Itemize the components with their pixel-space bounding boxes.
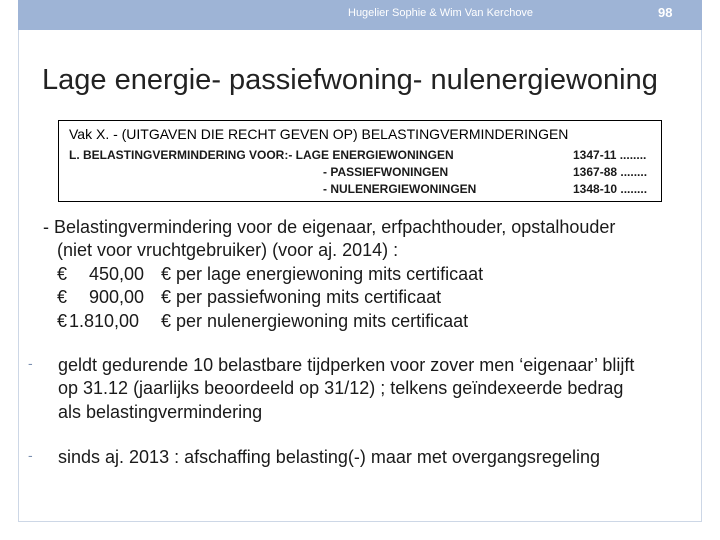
bullet-text-block [58,354,698,424]
tax-form-box [58,120,662,202]
header-bar [18,0,702,30]
bullet-text: als belastingvermindering [58,401,263,422]
amount-description: € per lage energiewoning mits certificaat [161,263,484,284]
page-title: Lage energie- passiefwoning- nulenergiewoning [42,64,658,96]
bullet-text: geldt gedurende 10 belastbare tijdperken voor zover men ‘eigenaar’ blijft [58,355,635,375]
bullet-text-block [58,446,698,469]
amount-value: 900,00 [89,287,145,308]
dash-bullet-icon: - [28,447,33,463]
currency-symbol: € [57,287,68,308]
bullet-text: op 31.12 (jaarlijks beoordeeld op 31/12) ; telkens geïndexeerde bedrag [58,378,624,399]
page-number: 98 [658,5,673,20]
tax-box-heading: Vak X. - (UITGAVEN DIE RECHT GEVEN OP) BELASTINGVERMINDERINGEN [69,126,569,142]
tax-row-label: L. BELASTINGVERMINDERING VOOR:- LAGE ENERGIEWONINGEN [69,148,454,162]
bullet-text: - Belastingvermindering voor de eigenaar, erfpachthouder, opstalhouder [43,217,616,237]
tax-row-label: - PASSIEFWONINGEN [323,165,449,179]
header-author: Hugelier Sophie & Wim Van Kerchove [348,7,534,19]
amount-description: € per passiefwoning mits certificaat [161,287,442,308]
amount-value: 1.810,00 [69,310,140,331]
tax-row-label: - NULENERGIEWONINGEN [323,182,477,196]
tax-row-code: 1348-10 ........ [573,182,648,196]
amount-description: € per nulenergiewoning mits certificaat [161,310,469,331]
currency-symbol: € [57,310,68,331]
amount-row [43,286,693,309]
amount-row [43,310,693,333]
bullet-tax-reduction [43,216,693,333]
amount-row [43,263,693,286]
tax-row-code: 1367-88 ........ [573,165,648,179]
bullet-text: sinds aj. 2013 : afschaffing belasting(-) maar met overgangsregeling [58,447,600,467]
dash-bullet-icon: - [28,355,33,371]
tax-row-code: 1347-11 ........ [573,148,647,162]
bullet-text: (niet voor vruchtgebruiker) (voor aj. 2014) : [57,240,399,261]
amount-value: 450,00 [89,263,145,284]
currency-symbol: € [57,263,68,284]
